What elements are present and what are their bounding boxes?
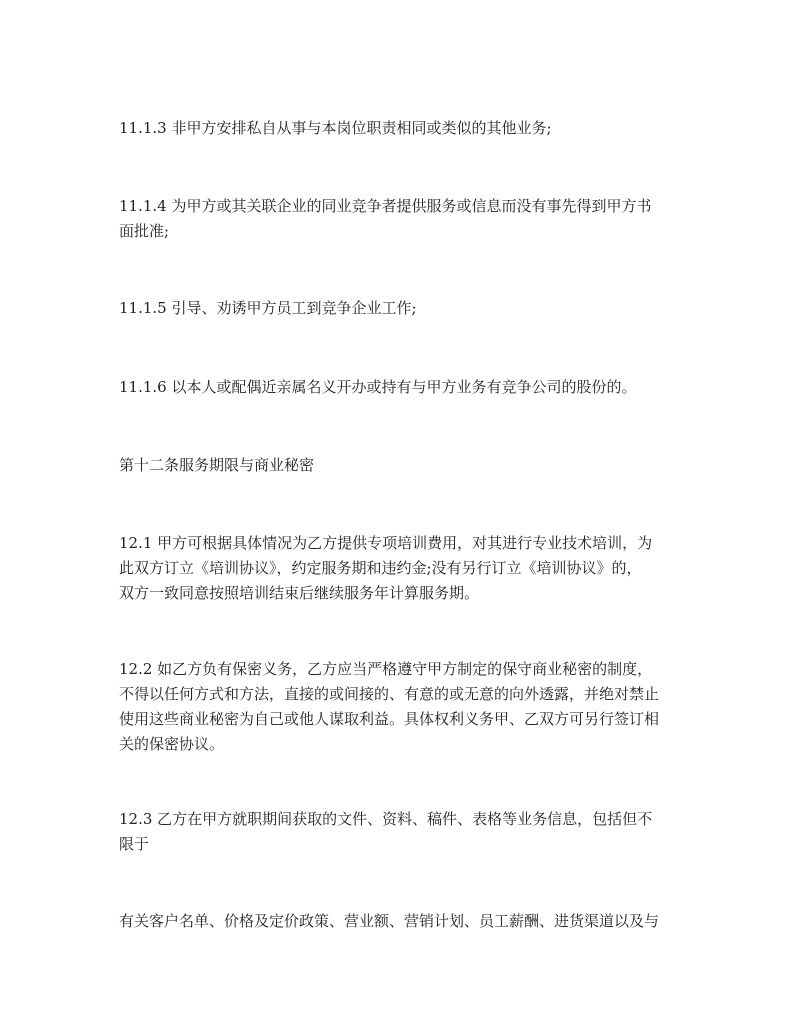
text-line: 12.2 如乙方负有保密义务，乙方应当严格遵守甲方制定的保守商业秘密的制度， [119, 660, 653, 678]
text-line: 面批准; [119, 222, 170, 240]
clause-11-1-3 [119, 116, 685, 141]
clause-12-3-continued [119, 909, 685, 934]
text-line: 11.1.3 非甲方安排私自从事与本岗位职责相同或类似的其他业务; [119, 119, 552, 137]
clause-12-3 [119, 807, 685, 857]
text-line: 限于 [119, 835, 150, 853]
text-line: 使用这些商业秘密为自己或他人谋取利益。具体权利义务甲、乙双方可另行签订相 [119, 710, 660, 728]
clause-12-1 [119, 531, 685, 606]
text-line: 关的保密协议。 [119, 735, 225, 753]
text-line: 第十二条服务期限与商业秘密 [119, 456, 315, 474]
text-line: 11.1.6 以本人或配偶近亲属名义开办或持有与甲方业务有竞争公司的股份的。 [119, 378, 637, 396]
clause-11-1-5 [119, 296, 685, 321]
clause-11-1-4 [119, 194, 685, 244]
text-line: 12.1 甲方可根据具体情况为乙方提供专项培训费用，对其进行专业技术培训，为 [119, 534, 653, 552]
text-line: 双方一致同意按照培训结束后继续服务年计算服务期。 [119, 584, 480, 602]
clause-12-2 [119, 657, 685, 757]
text-line: 11.1.4 为甲方或其关联企业的同业竞争者提供服务或信息而没有事先得到甲方书 [119, 197, 652, 215]
section-heading-article-12 [119, 453, 685, 478]
clause-11-1-6 [119, 375, 685, 400]
text-line: 此双方订立《培训协议》，约定服务期和违约金;没有另行订立《培训协议》的， [119, 559, 642, 577]
text-line: 不得以任何方式和方法，直接的或间接的、有意的或无意的向外透露，并绝对禁止 [119, 685, 660, 703]
text-line: 有关客户名单、价格及定价政策、营业额、营销计划、员工薪酬、进货渠道以及与 [119, 912, 660, 930]
text-line: 12.3 乙方在甲方就职期间获取的文件、资料、稿件、表格等业务信息，包括但不 [119, 810, 653, 828]
text-line: 11.1.5 引导、劝诱甲方员工到竞争企业工作; [119, 299, 417, 317]
